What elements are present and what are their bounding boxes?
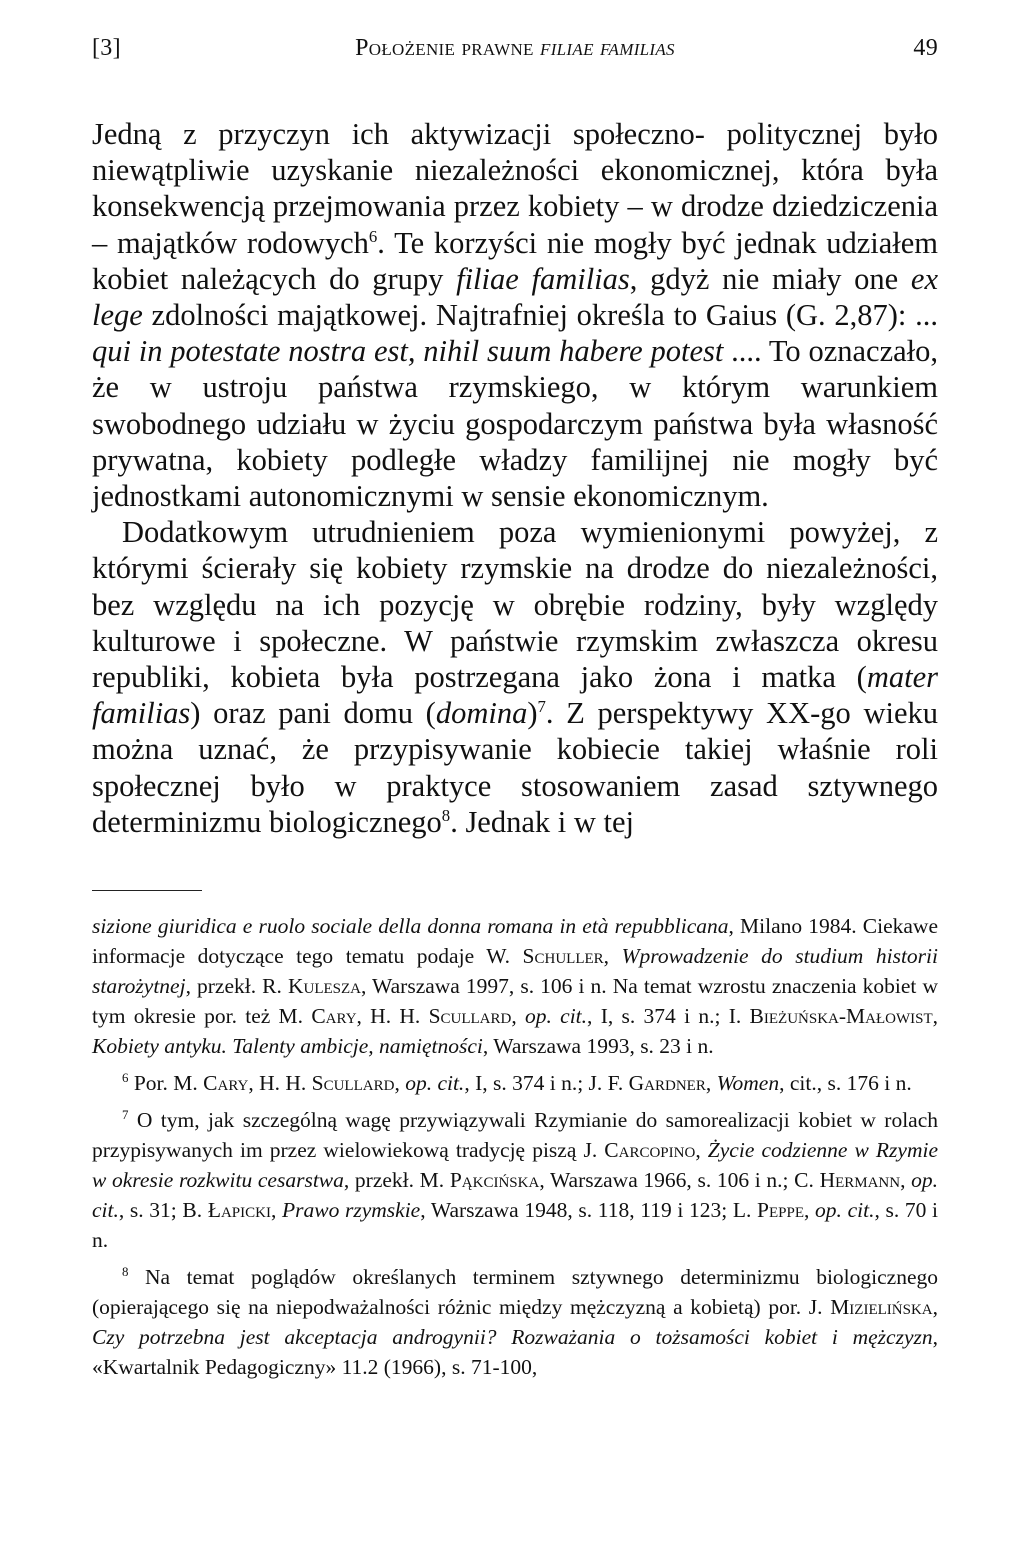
- footnote-number: 8: [122, 1264, 129, 1279]
- text-run: , gdyż nie miały one: [629, 261, 911, 296]
- author-name: Bieżuńska-Małowist: [749, 1004, 933, 1029]
- text-run: , cit., s. 176 i n.: [779, 1071, 912, 1096]
- text-run: , Warszawa 1966, s. 106 i n.; C.: [539, 1168, 820, 1193]
- text-run: , I, s. 374 i n.; J. F.: [464, 1071, 629, 1096]
- text-run: , Milano 1984. Ciekawe informacje dotyczące tego tematu podaje W.: [92, 914, 939, 969]
- footnote-6: [92, 1068, 938, 1098]
- text-run: . Z perspektywy XX-go wieku można uznać, że przypisywanie kobiecie takiej właśnie roli społecznej było w praktyce stosowaniem zasad sztywnego determinizmu biologicznego: [92, 696, 938, 839]
- italic-title: Women: [716, 1071, 780, 1096]
- running-header: [92, 28, 938, 68]
- footnote-number: 6: [122, 1070, 129, 1085]
- text-run: ,: [900, 1168, 912, 1193]
- italic-title: Prawo rzymskie: [282, 1198, 421, 1223]
- italic-title: op. cit.: [92, 1168, 939, 1223]
- italic-title: Kobiety antyku. Talenty ambicje, namiętności: [92, 1034, 483, 1059]
- italic-title: sizione giuridica e ruolo sociale della donna romana in età repubblicana: [92, 914, 729, 939]
- text-run: , I, s. 374 i n.; I.: [587, 1004, 750, 1029]
- text-run: ,: [804, 1198, 816, 1223]
- text-run: , Warszawa 1948, s. 118, 119 i 123; L.: [420, 1198, 758, 1223]
- text-run: ,: [511, 1004, 526, 1029]
- text-run: , H. H.: [248, 1071, 312, 1096]
- running-title: [92, 28, 938, 68]
- author-name: Schuller: [522, 944, 604, 969]
- running-title-italic: filiae familias: [540, 35, 675, 61]
- paragraph-2: [92, 514, 938, 840]
- text-run: , Warszawa 1993, s. 23 i n.: [482, 1034, 714, 1059]
- footnote-continuation: [92, 911, 938, 1061]
- text-run: , «Kwartalnik Pedagogiczny» 11.2 (1966), s. 71-100,: [92, 1325, 938, 1380]
- text-run: Por. M.: [128, 1071, 204, 1096]
- text-run: ,: [394, 1071, 406, 1096]
- text-run: ): [527, 696, 538, 731]
- author-name: Kulesza: [287, 974, 361, 999]
- text-run: , przekł. M.: [343, 1168, 450, 1193]
- paragraph-1: [92, 116, 938, 514]
- author-name: Gardner: [628, 1071, 706, 1096]
- text-run: ,: [270, 1198, 282, 1223]
- text-run: ,: [695, 1138, 708, 1163]
- text-run: zdolności majątkowej. Najtrafniej określa to Gaius (G. 2,87): ...: [142, 298, 938, 333]
- author-name: Scullard: [428, 1004, 512, 1029]
- author-name: Pąkcińska: [449, 1168, 540, 1193]
- text-run: , przekł. R.: [185, 974, 288, 999]
- italic-term: ex lege: [92, 261, 938, 333]
- italic-title: op. cit.: [815, 1198, 875, 1223]
- text-run: , s. 31; B.: [118, 1198, 208, 1223]
- footnotes: [92, 911, 938, 1382]
- italic-title: Wprowadzenie do studium historii starożytnej: [92, 944, 938, 999]
- footnote-number: 7: [122, 1107, 129, 1122]
- italic-term: domina: [435, 696, 528, 731]
- author-name: Łapicki: [207, 1198, 271, 1223]
- author-name: Mizielińska: [830, 1295, 933, 1320]
- text-run: . Te korzyści nie mogły być jednak udziałem kobiet należących do grupy: [92, 225, 938, 296]
- italic-title: op. cit.: [525, 1004, 588, 1029]
- section-marker: [3]: [92, 35, 121, 61]
- italic-term: filiae familias: [456, 261, 630, 296]
- footnote-7: [92, 1105, 938, 1255]
- author-name: Peppe: [757, 1198, 804, 1223]
- text-run: ,: [932, 1004, 939, 1029]
- text-run: ,: [603, 944, 622, 969]
- text-run: .... To oznaczało, że w ustroju państwa rzymskiego, w którym warunkiem swobodnego udziału w życiu gospodarczym państwa była własność prywatna, kobiety podległe władzy familijnej nie mogły być jednostkami autonomicznymi w sensie ekonomicznym.: [92, 334, 938, 514]
- footnote-divider: [92, 890, 202, 891]
- author-name: Scullard: [311, 1071, 395, 1096]
- text-run: , s. 70 i n.: [92, 1198, 939, 1253]
- italic-title: op. cit.: [405, 1071, 465, 1096]
- text-run: O tym, jak szczególną wagę przywiązywali Rzymianie do samorealizacji kobiet w rolach przypisywanych im przez wielowiekową tradycję piszą J.: [92, 1108, 938, 1163]
- text-run: ) oraz pani domu (: [190, 696, 436, 731]
- text-run: Dodatkowym utrudnieniem poza wymienionymi powyżej, z którymi ścierały się kobiety rzymskie na drodze do niezależności, bez względu na ich pozycję w obrębie rodziny, były względy kulturowe i społeczne. W państwie rzymskim zwłaszcza okresu republiki, kobieta była postrzegana jako żona i matka (: [92, 515, 938, 695]
- text-run: ,: [932, 1295, 938, 1320]
- text-run: , H. H.: [356, 1004, 429, 1029]
- text-run: Jedną z przyczyn ich aktywizacji społeczno- politycznej było niewątpliwie uzyskanie niezależności ekonomicznej, która była konsekwencją przejmowania przez kobiety – w drodze dziedziczenia – majątków rodowych: [92, 117, 938, 260]
- text-run: ,: [705, 1071, 717, 1096]
- author-name: Carcopino: [604, 1138, 696, 1163]
- footnote-8: [92, 1262, 938, 1382]
- author-name: Cary: [311, 1004, 357, 1029]
- page-number: 49: [913, 35, 938, 61]
- text-run: . Jednak i w tej: [450, 804, 634, 839]
- italic-title: Życie codzienne w Rzymie w okresie rozkwitu cesarstwa: [92, 1138, 939, 1193]
- document-page: [92, 28, 938, 1389]
- italic-term: mater familias: [92, 660, 938, 731]
- text-run: Na temat poglądów określanych terminem sztywnego determinizmu biologicznego (opierającego się na niepodważalności różnic między mężczyzną a kobietą) por. J.: [92, 1265, 938, 1320]
- author-name: Cary: [203, 1071, 249, 1096]
- footnote-ref-8[interactable]: 8: [441, 805, 451, 825]
- main-text: [92, 116, 938, 840]
- footnote-ref-7[interactable]: 7: [537, 697, 546, 717]
- running-title-text: Położenie prawne: [355, 35, 541, 61]
- italic-title: Czy potrzebna jest akceptacja androgynii? Rozważania o tożsamości kobiet i mężczyzn: [92, 1325, 933, 1350]
- footnote-ref-6[interactable]: 6: [368, 226, 378, 246]
- latin-quote: qui in potestate nostra est, nihil suum habere potest: [92, 334, 724, 369]
- text-run: , Warszawa 1997, s. 106 i n. Na temat wzrostu znaczenia kobiet w tym okresie por. też M.: [92, 974, 938, 1029]
- author-name: Hermann: [819, 1168, 901, 1193]
